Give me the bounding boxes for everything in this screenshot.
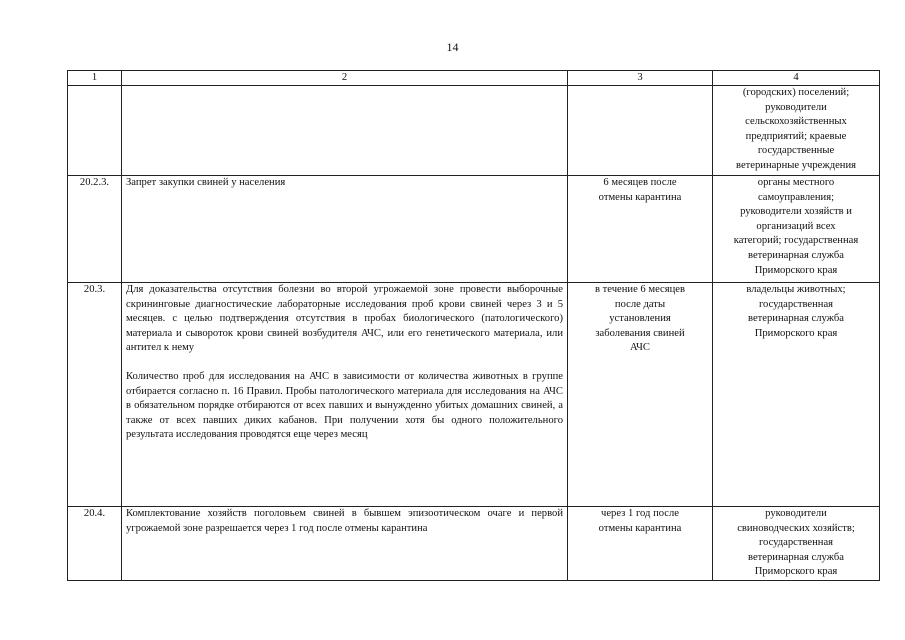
row-responsible: органы местного самоуправления; руководители хозяйств и организаций всех категорий; государственная ветеринарная служба Приморского края xyxy=(713,176,880,283)
table-row xyxy=(68,283,880,507)
table-row xyxy=(68,507,880,581)
row-number: 20.4. xyxy=(68,507,122,581)
row-responsible: (городских) поселений; руководители сельскохозяйственных предприятий; краевые государственные ветеринарные учреждения xyxy=(713,86,880,176)
row-deadline: через 1 год после отмены карантина xyxy=(568,507,713,581)
row-description-text: Запрет закупки свиней у населения xyxy=(126,177,286,188)
table-header-row xyxy=(68,71,880,86)
page-number: 14 xyxy=(446,40,459,54)
row-number: 20.3. xyxy=(68,283,122,507)
row-deadline: в течение 6 месяцев после даты установления заболевания свиней АЧС xyxy=(568,283,713,507)
table-row xyxy=(68,176,880,283)
row-number xyxy=(68,86,122,176)
column-header-number: 1 xyxy=(68,71,122,86)
column-header-measure: 2 xyxy=(122,71,568,86)
row-responsible: руководители свиноводческих хозяйств; государственная ветеринарная служба Приморского края xyxy=(713,507,880,581)
row-description-text: Количество проб для исследования на АЧС в зависимости от количества животных в группе отбирается согласно п. 16 Правил. Пробы патологического материала для исследования на АЧС в обязательном порядке отбираются от всех павших и вынужденно убитых домашних свиней, а также от всех павших диких кабанов. При получении хотя бы одного положительного результата исследования проводятся еще через месяц xyxy=(126,370,563,441)
row-description xyxy=(122,86,568,176)
row-description-text: Для доказательства отсутствия болезни во второй угрожаемой зоне провести выборочные скрининговые диагностические лабораторные исследования проб крови свиней через 3 и 5 месяцев. с целью подтверждения отсутствия в пробах биологического (патологического) материала и сывороток крови свиней возбудителя АЧС, или его генетического материала, или антител к нему xyxy=(126,284,563,354)
row-responsible: владельцы животных; государственная ветеринарная служба Приморского края xyxy=(713,283,880,507)
table-row xyxy=(68,86,880,176)
measures-table xyxy=(67,70,880,581)
row-description xyxy=(122,176,568,283)
row-description xyxy=(122,507,568,581)
row-description-text: Комплектование хозяйств поголовьем свиней в бывшем эпизоотическом очаге и первой угрожаемой зоне разрешается через 1 год после отмены карантина xyxy=(126,508,563,534)
row-deadline: 6 месяцев после отмены карантина xyxy=(568,176,713,283)
row-description xyxy=(122,283,568,507)
column-header-deadline: 3 xyxy=(568,71,713,86)
row-number: 20.2.3. xyxy=(68,176,122,283)
row-deadline xyxy=(568,86,713,176)
column-header-responsible: 4 xyxy=(713,71,880,86)
